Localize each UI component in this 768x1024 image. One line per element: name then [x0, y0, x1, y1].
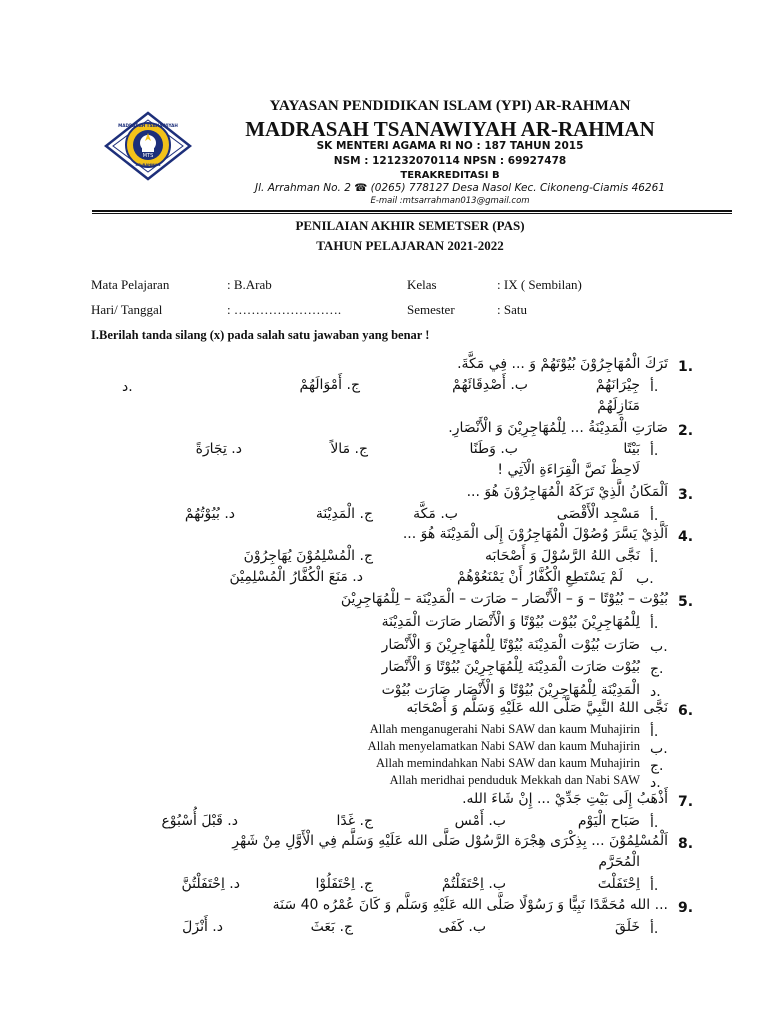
date-label: Hari/ Tanggal — [91, 302, 163, 317]
question-text: اَلَّذِيْ يَسَّرَ وُصُوْلَ الْمُهَاجِرُوْنَ إِلَى الْمَدِيْنَة هُوَ ... — [402, 526, 668, 542]
semester-label: Semester — [407, 302, 455, 317]
option-label: أ. — [650, 878, 659, 894]
option-label: ب. — [650, 639, 668, 655]
option-b[interactable]: ب. كَفَى — [438, 919, 486, 935]
option-label: د. — [650, 684, 661, 700]
option-c[interactable]: ج. بَعَثَ — [310, 919, 353, 935]
semester-value: : Satu — [497, 302, 527, 317]
question-text: نَجَّى اللهُ النَّبِيَّ صَلَّى الله عَلَيْهِ وَسَلَّم وَ أَصْحَابَه — [406, 700, 668, 716]
logo-emblem-icon — [104, 111, 192, 181]
option-a[interactable]: خَلَقَ — [615, 919, 640, 935]
logo-text-mid: MTS — [142, 153, 154, 159]
option-b[interactable]: ب. وَطَنًا — [469, 441, 518, 457]
foundation-name: YAYASAN PENDIDIKAN ISLAM (YPI) AR-RAHMAN — [269, 98, 631, 114]
option-label: د. — [650, 775, 661, 791]
option-a[interactable]: مَسْجِد الْأَقْصَى — [556, 506, 640, 522]
option-d[interactable]: د. أَنْزَلَ — [182, 919, 223, 935]
option-b[interactable]: ب. مَكَّة — [413, 506, 458, 522]
option-b[interactable]: ب. اِحْتَفَلْتُمْ — [441, 876, 506, 892]
question-number: 9. — [678, 900, 694, 916]
option-label: ج. — [650, 758, 664, 774]
option-a[interactable]: صَبَاح الْيَوْم — [577, 813, 640, 829]
option-b[interactable]: صَارَت بُيُوْت الْمَدِيْنَة بُيُوْتًا لِلْمُهَاجِرِيْنَ وَ الْأَنْصَار — [381, 637, 640, 653]
decree-number: SK MENTERI AGAMA RI NO : 187 TAHUN 2015 — [316, 140, 584, 152]
option-d[interactable]: Allah meridhai penduduk Mekkah dan Nabi SAW — [389, 773, 640, 787]
school-email: E-mail :mtsarrahman013@gmail.com — [370, 196, 530, 206]
question-number: 5. — [678, 594, 694, 610]
question-text: بُيُوْت – بُيُوْتًا – وَ – الْأَنْصَار – صَارَت – الْمَدِيْنَة – لِلْمُهَاجِرِيْنَ — [340, 591, 668, 607]
question-text-continued: الْمُحَرَّم — [598, 854, 640, 870]
option-label: أ. — [650, 921, 659, 937]
option-a[interactable]: بَيْتًا — [623, 441, 640, 457]
option-a[interactable]: نَجَّى اللهُ الرَّسُوْلَ وَ أَصْحَابَه — [485, 548, 640, 564]
option-c[interactable]: ج. الْمَدِيْنَة — [315, 506, 373, 522]
option-c[interactable]: ج. اِحْتَفَلُوْا — [315, 876, 373, 892]
question-number: 7. — [678, 794, 694, 810]
option-label: د. — [122, 379, 133, 395]
question-number: 1. — [678, 359, 694, 375]
option-d[interactable]: د. اِحْتَفَلْتُنَّ — [181, 876, 240, 892]
option-a[interactable]: اِحْتَفَلْتَ — [597, 876, 640, 892]
question-text: تَرَكَ الْمُهَاجِرُوْنَ بُيُوْتَهُمْ وَ ... فِي مَكَّةَ. — [457, 356, 668, 372]
option-b[interactable]: Allah menyelamatkan Nabi SAW dan kaum Muhajirin — [367, 739, 640, 753]
option-d[interactable]: مَنَازِلَهُمْ — [597, 398, 640, 414]
school-logo — [104, 111, 192, 181]
question-text: اَلْمَكَانُ الَّذِيْ تَرَكَهُ الْمُهَاجِرُوْنَ هُوَ ... — [466, 484, 668, 500]
option-b[interactable]: ب. أَمْس — [454, 813, 506, 829]
nsm-npsn: NSM : 121232070114 NPSN : 69927478 — [333, 155, 567, 167]
option-label: ج. — [650, 661, 664, 677]
school-name: MADRASAH TSANAWIYAH AR-RAHMAN — [245, 117, 655, 141]
option-d[interactable]: د. تِجَارَةً — [195, 441, 242, 457]
option-c[interactable]: ج. مَالاً — [330, 441, 368, 457]
option-label: أ. — [650, 379, 659, 395]
option-label: أ. — [650, 550, 659, 566]
option-label: أ. — [650, 443, 659, 459]
option-label: ب. — [650, 741, 668, 757]
option-b[interactable]: لَمْ يَسْتَطِعِ الْكُفَّارُ أَنْ يَمْنَعُوْهُمْ — [457, 569, 623, 585]
subject-label: Mata Pelajaran — [91, 277, 170, 292]
question-text: صَارَتِ الْمَدِيْنَةُ ... لِلْمُهَاجِرِيْنَ وَ الْأَنْصَارِ. — [448, 420, 668, 436]
question-text: اَلْمُسْلِمُوْنَ ... بِذِكْرَى هِجْرَة الرَّسُوْل صَلَّى الله عَلَيْهِ وَسَلَّم فِي الْأَوَّلِ مِنْ شَهْرِ — [232, 833, 668, 849]
academic-year: TAHUN PELAJARAN 2021-2022 — [316, 238, 504, 253]
reading-instruction: لَاحِظْ نَصَّ الْقِرَاءَةِ الْآتِي ! — [497, 462, 640, 478]
option-a[interactable]: جِيْرَانَهُمْ — [595, 377, 640, 393]
option-c[interactable]: ج. غَدًا — [336, 813, 373, 829]
date-value: : ……………………. — [227, 302, 342, 317]
question-number: 6. — [678, 703, 694, 719]
option-label: أ. — [650, 616, 659, 632]
option-d[interactable]: الْمَدِيْنَة لِلْمُهَاجِرِيْنَ بُيُوْتًا وَ الْأَنْصَار صَارَت بُيُوْت — [381, 682, 640, 698]
header-divider — [92, 210, 732, 214]
question-number: 8. — [678, 836, 694, 852]
question-text: ... الله مُحَمَّدًا نَبِيًّا وَ رَسُوْلًا صَلَّى الله عَلَيْهِ وَسَلَّم وَ كَانَ عُمْرُه 40 سَنَة — [272, 897, 668, 913]
class-label: Kelas — [407, 277, 437, 292]
class-value: : IX ( Sembilan) — [497, 277, 582, 292]
option-label: ب. — [636, 571, 654, 587]
question-number: 3. — [678, 487, 694, 503]
exam-title: PENILAIAN AKHIR SEMETSER (PAS) — [295, 218, 525, 233]
option-b[interactable]: ب. أَصْدِقَائَهُمْ — [452, 377, 528, 393]
accreditation: TERAKREDITASI B — [400, 170, 500, 181]
logo-text-top: MADRASAH TSANAWIYAH — [118, 123, 178, 128]
question-number: 4. — [678, 529, 694, 545]
question-number: 2. — [678, 423, 694, 439]
option-c[interactable]: ج. الْمُسْلِمُوْنَ يُهَاجِرُوْنَ — [243, 548, 373, 564]
option-label: أ. — [650, 508, 659, 524]
option-d[interactable]: د. مَنَعَ الْكُفَّارُ الْمُسْلِمِيْنَ — [229, 569, 363, 585]
question-text: أَذْهَبُ إِلَى بَيْتِ جَدِّيْ ... إِنْ شَاءَ الله. — [462, 791, 668, 807]
instruction: I.Berilah tanda silang (x) pada salah satu jawaban yang benar ! — [91, 328, 430, 342]
option-c[interactable]: بُيُوْت صَارَت الْمَدِيْنَة لِلْمُهَاجِرِيْنَ بُيُوْتًا وَ الْأَنْصَار — [381, 659, 640, 675]
logo-text-bottom: AR-RAHMAN — [135, 163, 161, 167]
subject-value: : B.Arab — [227, 277, 272, 292]
option-c[interactable]: ج. أَمْوَالَهُمْ — [299, 377, 360, 393]
option-a[interactable]: Allah menganugerahi Nabi SAW dan kaum Muhajirin — [369, 722, 640, 736]
option-d[interactable]: د. بُيُوْتُهُمْ — [184, 506, 235, 522]
option-label: أ. — [650, 815, 659, 831]
option-a[interactable]: لِلْمُهَاجِرِيْنَ بُيُوْت بُيُوْتًا وَ الْأَنْصَار صَارَت الْمَدِيْنَة — [381, 614, 640, 630]
option-label: أ. — [650, 724, 659, 740]
option-c[interactable]: Allah memindahkan Nabi SAW dan kaum Muhajirin — [376, 756, 640, 770]
option-d[interactable]: د. قَبْلَ أُسْبُوْع — [161, 813, 238, 829]
school-address: Jl. Arrahman No. 2 ☎ (0265) 778127 Desa Nasol Kec. Cikoneng-Ciamis 46261 — [255, 182, 665, 194]
